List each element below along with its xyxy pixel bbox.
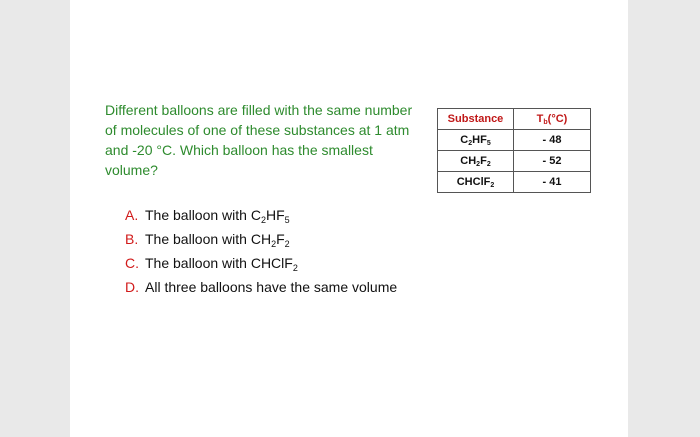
header-substance: Substance: [438, 109, 514, 130]
boiling-point-value: - 52: [514, 151, 591, 172]
substance-formula: $C_2HF_5$: [438, 130, 514, 151]
table-header-row: [438, 109, 591, 130]
table-row: [438, 151, 591, 172]
boiling-point-value: - 41: [514, 172, 591, 193]
table-row: [438, 172, 591, 193]
choice-a[interactable]: [125, 206, 397, 230]
choice-letter: D.: [125, 279, 139, 295]
substance-formula: CHClF$_2$: [438, 172, 514, 193]
choice-b[interactable]: [125, 230, 397, 254]
header-boiling-point: $T_b(^\circ C)$: [514, 109, 591, 130]
choice-text: The balloon with $CH_2F_2$: [145, 231, 290, 249]
choice-c[interactable]: [125, 254, 397, 278]
choice-text: The balloon with $C_2HF_5$: [145, 207, 290, 225]
question-text: Different balloons are filled with the same number of molecules of one of these substances at 1 atm and -20 °C. Which balloon has the smallest volume?: [105, 102, 413, 178]
boiling-point-table: [437, 108, 591, 193]
boiling-point-value: - 48: [514, 130, 591, 151]
choice-text: All three balloons have the same volume: [145, 279, 398, 295]
substance-formula: $CH_2F_2$: [438, 151, 514, 172]
choice-d[interactable]: [125, 278, 397, 297]
choice-letter: C.: [125, 255, 139, 271]
choice-letter: B.: [125, 231, 139, 247]
slide: [70, 0, 628, 437]
table-row: [438, 130, 591, 151]
choice-letter: A.: [125, 207, 139, 223]
answer-choices: [125, 206, 397, 297]
choice-text: The balloon with CHClF$_2$: [145, 255, 298, 273]
